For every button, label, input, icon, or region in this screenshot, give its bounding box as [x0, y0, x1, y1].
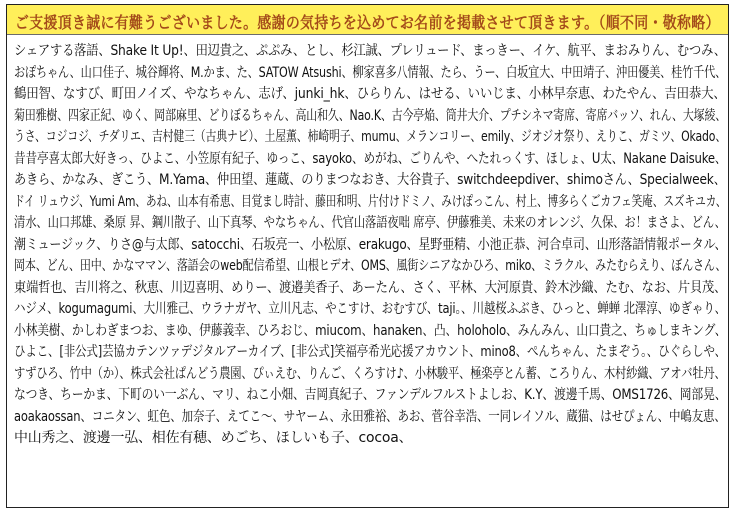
name-line: 東端哲也、吉川将之、秋恵、川辺喜明、めりー、渡邉美香子、あーたん、さく、平林、大河原貴、鈴木沙織、たむ、なお、片貝茂、: [14, 279, 727, 296]
name-line: ドイ リュウジ、Yumi Am、あね、山本有希恵、目覚まし時計、藤田和明、片付けドミノ、みけぽっこん、村上、博多らくごカフェ笑庵、スズキユカ、: [14, 193, 727, 210]
name-line: 菊田雅樹、四家正紀、ゆく、岡部麻里、どりぼるちゃん、高山和久、Nao.K、古今亭焔、筒井大介、プチシネマ寄席、寄席バッソ、れん、大塚綾、: [14, 107, 727, 124]
name-line: うさ、コジコジ、チダリエ、吉村健三（古典ナビ）、土屋薫、柿崎明子、mumu、メランコリー、emily、ジオジオ祭り、えりこ、ガミツ、Okado、: [14, 129, 727, 145]
name-line: 清水、山口邦雄、桑原 昇、鋼川散子、山下真琴、やなちゃん、代官山落語夜咄 席亭、伊藤雅美、未来のオレンジ、久保、お！まさよ、どん、: [14, 215, 726, 231]
supporter-name-list: [14, 41, 727, 450]
name-line: 小林美樹、かしわぎまつお、まゆ、伊藤義幸、ひろおじ、miucom、hanaken、凸、holoholo、みんみん、山口貴之、ちゅしまキング、: [14, 322, 727, 339]
banner-title: ご支援頂き誠に有難うございました。感謝の気持ちを込めてお名前を掲載させて頂きます。（順不同・敬称略）: [15, 13, 720, 32]
name-line: おぽちゃん、山口佳子、城谷輝将、M.かま、た、SATOW Atsushi、柳家喜多八情報、たら、うー、白坂宜大、中田靖子、沖田優美、桂竹千代、: [14, 64, 727, 81]
name-line: aoakaossan、コニタン、虹色、加奈子、えてこ～、サヤーム、永田雅裕、あお、菅谷幸浩、一同レイソル、蔵猫、はせぴょん、中嶋友恵、: [14, 408, 726, 425]
name-line: 潮ミュージック、りさ@与太郎、satocchi、石坂亮一、小松原、erakugo、星野亜精、小池正恭、河合卓司、山形落語情報ポータル、: [14, 236, 727, 253]
name-line: 岡本、どん、田中、かなママン、落語会のweb配信希望、山根ヒデオ、OMS、風街シニアなかひろ、miko、ミラクル、みたむらえり、ぼんさん、: [14, 258, 727, 274]
name-line: 鶴田智、なすび、町田ノイズ、やなちゃん、志げ、junki_hk、ひらりん、はせる、いいじま、小林早奈恵、わたやん、吉田恭大、: [14, 86, 726, 102]
supporters-frame: [6, 4, 729, 508]
name-line: 中山秀之、渡邊一弘、相佐有穂、めごち、ほしいも子、cocoa、: [14, 430, 413, 446]
name-line: すずひろ、竹中（か）、株式会社ぱんどう農園、ぴぃえむ、りんご、くろすけ♪、小林駿平、極楽亭とん蓄、ころりん、木村紗織、アオバ牡丹、: [14, 365, 726, 382]
name-line: あきら、かなみ、ぎこう、M.Yama、仲田望、蓮蔵、のりまつなおき、大谷貴子、switchdeepdiver、shimoさん、Specialweek、: [14, 172, 726, 188]
name-line: なつき、ちーかま、下町のい一ぶん、マリ、ねこ小畑、吉岡真紀子、ファンデルフルストよしお、K.Y、渡邊千馬、OMS1726、岡部晃、: [14, 387, 727, 403]
name-line: 昔昔亭喜太郎大好きっ、ひよこ、小笠原有紀子、ゆっこ、sayoko、めがね、ごりんや、へたれっくす、ほしょ、U太、Nakane Daisuke、: [14, 150, 727, 167]
name-line: シェアする落語、Shake It Up!、田辺貴之、ぷぷみ、とし、杉江誠、プレリュード、まっきー、イケ、航平、まおみりん、むつみ、: [14, 43, 727, 59]
thanks-banner: [7, 5, 728, 35]
name-line: ハジメ、kogumagumi、大川雅己、ウラナガヤ、立川凡志、やこすけ、おむすび、taji。、川越桜ふぶき、ひっと、蝉蝉 北澤淳、ゆぎゃり、: [14, 301, 726, 317]
name-line: ひよこ、[非公式]芸協カテンツァデジタルアーカイブ、[非公式]笑福亭希光応援アカウント、mino8、ぺんちゃん、たまぞう。、ひぐらしや、: [14, 344, 726, 360]
